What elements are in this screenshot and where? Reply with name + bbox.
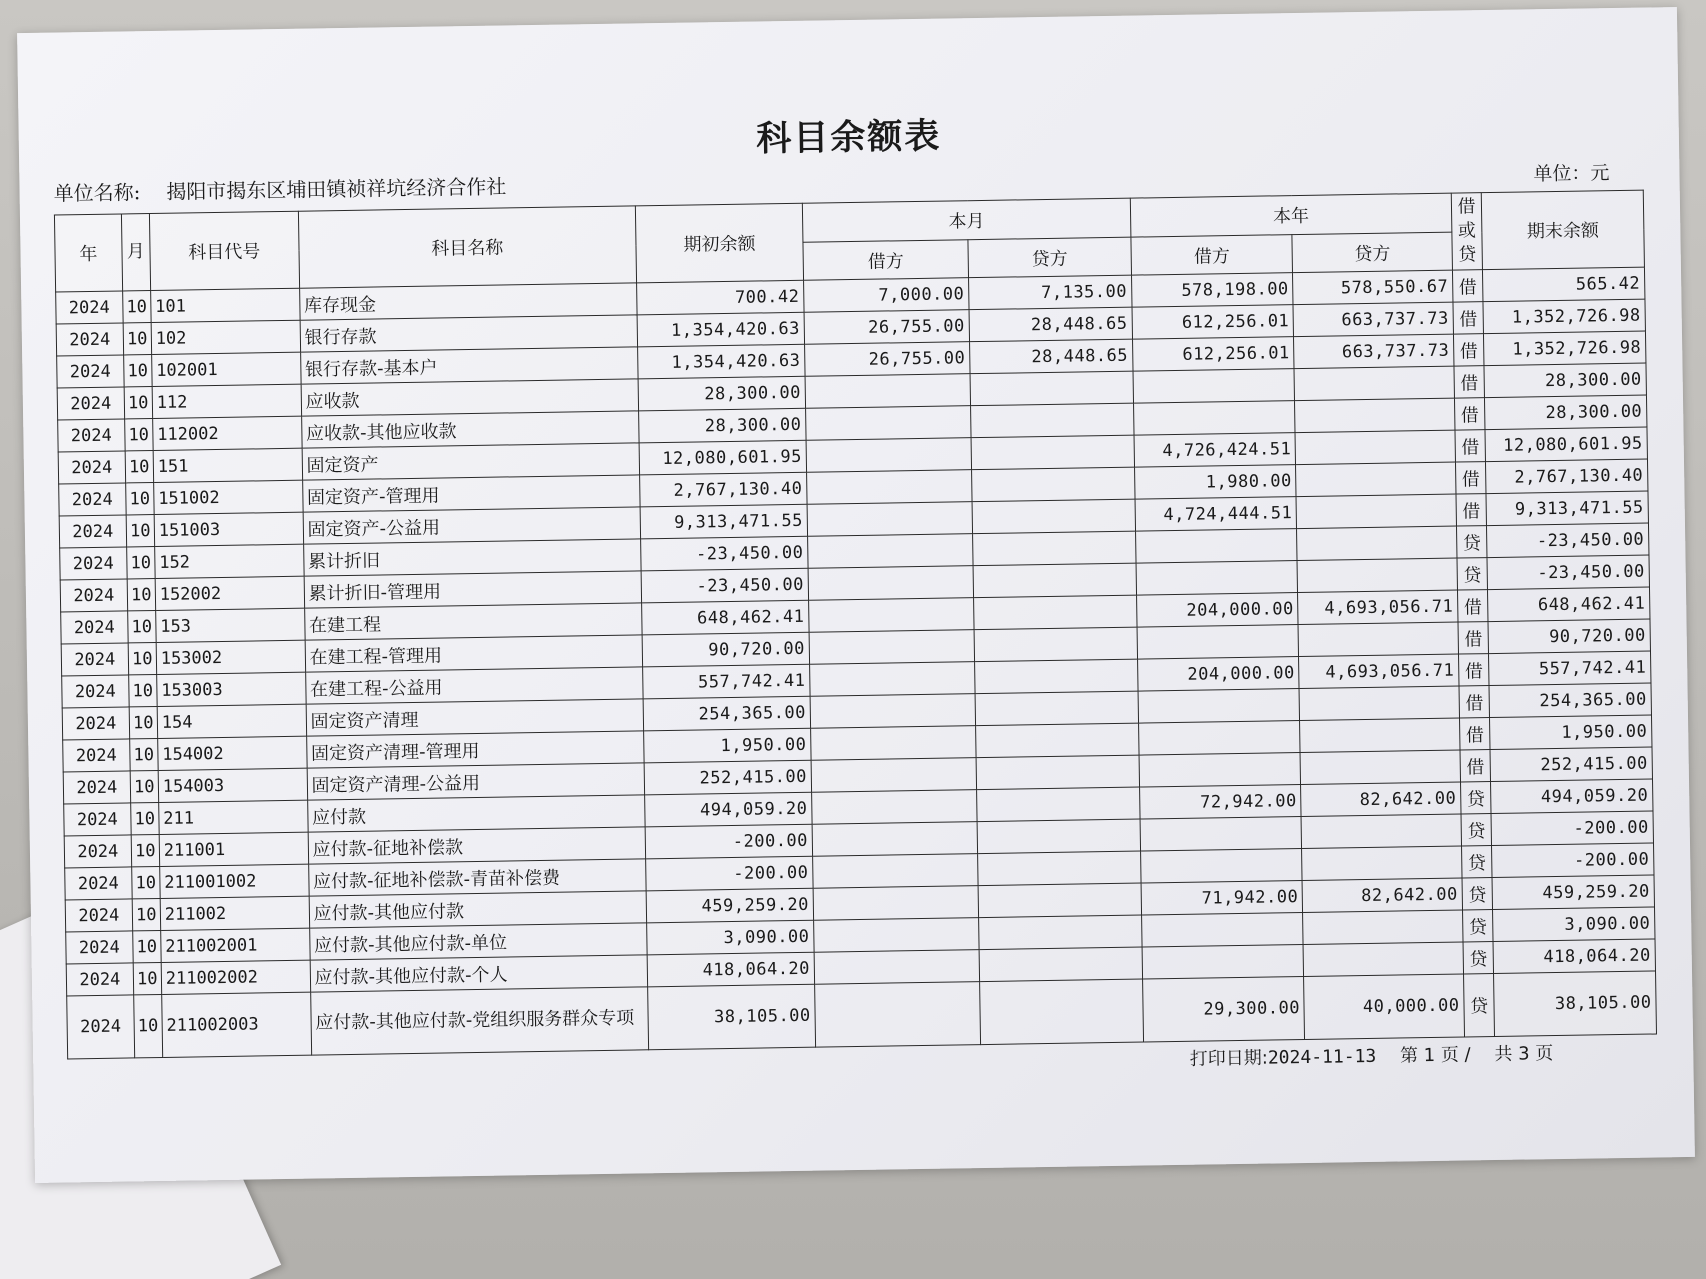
cell-year-debit: 4,724,444.51 xyxy=(1135,497,1297,532)
cell-month-credit xyxy=(973,563,1136,598)
header-this-month: 本月 xyxy=(802,198,1130,242)
cell-year-credit xyxy=(1302,814,1462,849)
cell-month-credit xyxy=(979,947,1142,982)
cell-opening-balance: 3,090.00 xyxy=(647,920,815,955)
header-closing: 期末余额 xyxy=(1481,190,1644,270)
cell-year: 2024 xyxy=(66,963,133,996)
cell-month-credit xyxy=(975,659,1138,694)
cell-year-debit xyxy=(1140,817,1302,852)
cell-direction: 借 xyxy=(1454,366,1485,398)
cell-month: 10 xyxy=(131,834,160,866)
cell-opening-balance: 459,259.20 xyxy=(646,888,814,923)
cell-year: 2024 xyxy=(62,675,129,708)
cell-month: 10 xyxy=(133,962,162,994)
cell-direction: 贷 xyxy=(1457,558,1488,590)
cell-account-name: 在建工程-管理用 xyxy=(305,635,643,672)
cell-closing-balance: -200.00 xyxy=(1492,843,1654,878)
cell-month-debit xyxy=(807,470,972,505)
cell-month-credit xyxy=(974,627,1137,662)
cell-year-credit: 4,693,056.71 xyxy=(1299,654,1459,689)
header-month-credit: 贷方 xyxy=(968,237,1131,278)
cell-direction: 借 xyxy=(1459,654,1490,686)
print-footer xyxy=(1172,1039,1554,1071)
cell-year: 2024 xyxy=(64,803,131,836)
cell-year-credit: 82,642.00 xyxy=(1303,878,1463,913)
cell-month: 10 xyxy=(130,770,159,802)
cell-closing-balance: 3,090.00 xyxy=(1493,907,1655,942)
cell-month-credit xyxy=(978,851,1141,886)
cell-year-credit xyxy=(1302,846,1462,881)
cell-year: 2024 xyxy=(57,355,124,388)
cell-year-credit xyxy=(1300,718,1460,753)
cell-year-debit: 71,942.00 xyxy=(1141,881,1303,916)
cell-year-debit xyxy=(1140,849,1302,884)
cell-year-debit: 29,300.00 xyxy=(1142,977,1305,1043)
header-year-credit: 贷方 xyxy=(1292,232,1452,273)
cell-opening-balance: 418,064.20 xyxy=(647,952,815,987)
cell-account-name: 固定资产-公益用 xyxy=(303,507,641,544)
cell-code: 211001002 xyxy=(160,864,309,898)
header-name: 科目名称 xyxy=(298,206,637,288)
cell-year: 2024 xyxy=(66,931,133,964)
cell-direction: 借 xyxy=(1453,334,1484,366)
cell-year-credit: 82,642.00 xyxy=(1301,782,1461,817)
cell-year: 2024 xyxy=(62,707,129,740)
cell-year-debit xyxy=(1133,401,1295,436)
cell-month: 10 xyxy=(127,611,156,643)
cell-month-credit xyxy=(977,819,1140,854)
cell-direction: 贷 xyxy=(1461,814,1492,846)
cell-month-debit: 26,755.00 xyxy=(805,342,970,377)
cell-month-debit xyxy=(812,790,977,825)
account-balance-table xyxy=(54,190,1657,1060)
cell-direction: 借 xyxy=(1455,462,1486,494)
cell-year: 2024 xyxy=(61,611,128,644)
cell-year: 2024 xyxy=(65,867,132,900)
cell-year-debit xyxy=(1137,625,1299,660)
cell-account-name: 银行存款 xyxy=(300,315,638,352)
cell-opening-balance: 648,462.41 xyxy=(642,600,810,635)
cell-year-credit xyxy=(1303,910,1463,945)
cell-month: 10 xyxy=(134,994,163,1057)
cell-year-credit xyxy=(1300,750,1460,785)
cell-closing-balance: 12,080,601.95 xyxy=(1485,427,1647,462)
header-month: 月 xyxy=(121,214,150,291)
cell-closing-balance: -200.00 xyxy=(1491,811,1653,846)
cell-month: 10 xyxy=(127,579,156,611)
cell-year: 2024 xyxy=(58,419,125,452)
header-year-debit: 借方 xyxy=(1131,235,1293,276)
cell-month-debit xyxy=(809,630,974,665)
cell-opening-balance: -23,450.00 xyxy=(641,568,809,603)
cell-closing-balance: 90,720.00 xyxy=(1488,619,1650,654)
cell-month-debit xyxy=(815,982,981,1048)
cell-direction: 贷 xyxy=(1462,878,1493,910)
cell-code: 211002 xyxy=(160,896,309,930)
cell-closing-balance: 38,105.00 xyxy=(1494,971,1657,1037)
cell-code: 211002001 xyxy=(161,928,310,962)
cell-code: 102001 xyxy=(151,352,300,386)
cell-opening-balance: 2,767,130.40 xyxy=(640,472,808,507)
cell-opening-balance: 12,080,601.95 xyxy=(639,440,807,475)
cell-month-debit xyxy=(809,598,974,633)
cell-year-credit xyxy=(1297,526,1457,561)
cell-account-name: 库存现金 xyxy=(299,283,637,320)
cell-direction: 借 xyxy=(1454,398,1485,430)
cell-month-debit xyxy=(808,566,973,601)
cell-closing-balance: 1,352,726.98 xyxy=(1483,299,1645,334)
cell-month: 10 xyxy=(123,355,152,387)
cell-year: 2024 xyxy=(67,995,135,1059)
cell-month-credit xyxy=(976,723,1139,758)
cell-year-debit: 1,980.00 xyxy=(1134,465,1296,500)
cell-direction: 借 xyxy=(1456,494,1487,526)
cell-opening-balance: 252,415.00 xyxy=(644,760,812,795)
cell-direction: 贷 xyxy=(1462,846,1493,878)
cell-month-debit: 7,000.00 xyxy=(804,278,969,313)
cell-year-credit xyxy=(1296,494,1456,529)
cell-code: 211 xyxy=(159,800,308,834)
cell-closing-balance: 459,259.20 xyxy=(1492,875,1654,910)
cell-account-name: 累计折旧 xyxy=(303,539,641,576)
header-month-debit: 借方 xyxy=(803,240,968,281)
cell-direction: 借 xyxy=(1458,622,1489,654)
cell-opening-balance: -200.00 xyxy=(645,824,813,859)
cell-account-name: 累计折旧-管理用 xyxy=(304,571,642,608)
cell-closing-balance: 1,950.00 xyxy=(1490,715,1652,750)
cell-month: 10 xyxy=(126,547,155,579)
cell-code: 102 xyxy=(151,320,300,354)
cell-year-debit: 578,198.00 xyxy=(1131,273,1293,308)
cell-month: 10 xyxy=(133,930,162,962)
print-date: 2024-11-13 xyxy=(1267,1045,1377,1069)
cell-month-debit xyxy=(807,502,972,537)
cell-year: 2024 xyxy=(61,643,128,676)
cell-direction: 借 xyxy=(1457,590,1488,622)
cell-account-name: 在建工程-公益用 xyxy=(305,667,643,704)
cell-year: 2024 xyxy=(60,547,127,580)
cell-opening-balance: 700.42 xyxy=(637,280,805,315)
table-body xyxy=(56,267,1657,1059)
page-total: 共 3 页 xyxy=(1494,1043,1554,1066)
cell-month: 10 xyxy=(129,706,158,738)
cell-month-credit xyxy=(971,403,1134,438)
cell-month-debit xyxy=(805,374,970,409)
cell-account-name: 固定资产 xyxy=(302,443,640,480)
header-direction: 借或贷 xyxy=(1451,193,1482,270)
cell-account-name: 应付款-其他应付款-单位 xyxy=(309,923,647,960)
cell-opening-balance: 1,354,420.63 xyxy=(638,344,806,379)
cell-opening-balance: 254,365.00 xyxy=(643,696,811,731)
unit-name-label: 单位名称: xyxy=(53,180,141,206)
cell-direction: 贷 xyxy=(1463,942,1494,974)
cell-year-credit xyxy=(1298,622,1458,657)
cell-code: 112 xyxy=(152,384,301,418)
cell-closing-balance: -23,450.00 xyxy=(1487,555,1649,590)
cell-code: 211002002 xyxy=(161,960,310,994)
header-code: 科目代号 xyxy=(149,211,299,290)
cell-closing-balance: -23,450.00 xyxy=(1487,523,1649,558)
print-date-label: 打印日期: xyxy=(1189,1047,1269,1070)
cell-code: 153003 xyxy=(157,672,306,706)
cell-code: 152 xyxy=(154,544,303,578)
cell-month-credit: 7,135.00 xyxy=(969,275,1132,310)
cell-account-name: 固定资产清理-管理用 xyxy=(306,731,644,768)
cell-code: 112002 xyxy=(152,416,301,450)
cell-year-credit: 4,693,056.71 xyxy=(1298,590,1458,625)
cell-closing-balance: 418,064.20 xyxy=(1493,939,1655,974)
cell-account-name: 应付款 xyxy=(307,795,645,832)
cell-year-debit: 72,942.00 xyxy=(1139,785,1301,820)
cell-year-debit: 204,000.00 xyxy=(1137,657,1299,692)
cell-year-debit xyxy=(1141,913,1303,948)
cell-year-credit xyxy=(1296,462,1456,497)
cell-month: 10 xyxy=(124,387,153,419)
cell-code: 101 xyxy=(150,288,299,322)
cell-year: 2024 xyxy=(59,515,126,548)
cell-month: 10 xyxy=(123,323,152,355)
cell-closing-balance: 9,313,471.55 xyxy=(1486,491,1648,526)
cell-code: 153 xyxy=(156,608,305,642)
currency-unit: 单位：元 xyxy=(1533,162,1610,186)
cell-closing-balance: 494,059.20 xyxy=(1491,779,1653,814)
cell-year-debit: 612,256.01 xyxy=(1132,337,1294,372)
cell-year: 2024 xyxy=(65,899,132,932)
page-number: 第 1 页 / xyxy=(1399,1044,1471,1067)
cell-month-credit xyxy=(976,755,1139,790)
cell-month: 10 xyxy=(132,866,161,898)
cell-account-name: 应付款-其他应付款-党组织服务群众专项 xyxy=(310,987,648,1055)
cell-year-debit xyxy=(1139,753,1301,788)
cell-opening-balance: 9,313,471.55 xyxy=(640,504,808,539)
cell-year-debit xyxy=(1138,689,1300,724)
cell-account-name: 固定资产清理-公益用 xyxy=(307,763,645,800)
cell-year-credit xyxy=(1304,942,1464,977)
cell-opening-balance: 90,720.00 xyxy=(642,632,810,667)
header-year: 年 xyxy=(54,214,122,292)
cell-code: 151 xyxy=(153,448,302,482)
document-title: 科目余额表 xyxy=(755,115,942,160)
cell-closing-balance: 254,365.00 xyxy=(1489,683,1651,718)
cell-month: 10 xyxy=(128,674,157,706)
cell-code: 211001 xyxy=(159,832,308,866)
cell-closing-balance: 252,415.00 xyxy=(1490,747,1652,782)
cell-month: 10 xyxy=(124,419,153,451)
cell-month-debit xyxy=(813,886,978,921)
cell-opening-balance: 28,300.00 xyxy=(638,376,806,411)
cell-code: 154002 xyxy=(158,736,307,770)
cell-month: 10 xyxy=(125,483,154,515)
cell-direction: 贷 xyxy=(1464,974,1495,1037)
cell-direction: 贷 xyxy=(1461,782,1492,814)
cell-account-name: 在建工程 xyxy=(304,603,642,640)
cell-year-debit xyxy=(1133,369,1295,404)
cell-direction: 借 xyxy=(1460,718,1491,750)
cell-month-debit xyxy=(814,918,979,953)
cell-year-debit xyxy=(1135,529,1297,564)
cell-month-debit xyxy=(811,758,976,793)
cell-month: 10 xyxy=(128,643,157,675)
cell-year-credit: 578,550.67 xyxy=(1293,270,1453,305)
cell-year-debit xyxy=(1136,561,1298,596)
cell-year-debit: 612,256.01 xyxy=(1132,305,1294,340)
cell-account-name: 应付款-其他应付款 xyxy=(309,891,647,928)
cell-code: 154 xyxy=(157,704,306,738)
cell-year: 2024 xyxy=(60,579,127,612)
cell-closing-balance: 1,352,726.98 xyxy=(1484,331,1646,366)
cell-code: 153002 xyxy=(156,640,305,674)
cell-year-credit: 40,000.00 xyxy=(1304,974,1465,1039)
cell-account-name: 应收款-其他应收款 xyxy=(301,411,639,448)
cell-month-credit xyxy=(972,467,1135,502)
cell-year-credit xyxy=(1294,366,1454,401)
cell-opening-balance: 1,950.00 xyxy=(644,728,812,763)
cell-direction: 借 xyxy=(1452,270,1483,302)
cell-month-credit xyxy=(977,787,1140,822)
cell-account-name: 应付款-征地补偿款 xyxy=(308,827,646,864)
cell-direction: 借 xyxy=(1459,686,1490,718)
cell-year-credit: 663,737.73 xyxy=(1293,302,1453,337)
cell-month: 10 xyxy=(132,898,161,930)
cell-month-debit xyxy=(811,726,976,761)
cell-closing-balance: 2,767,130.40 xyxy=(1486,459,1648,494)
cell-year-credit: 663,737.73 xyxy=(1294,334,1454,369)
cell-month-credit xyxy=(980,979,1144,1045)
cell-month-credit xyxy=(979,915,1142,950)
cell-code: 211002003 xyxy=(162,992,312,1057)
cell-month-debit xyxy=(806,438,971,473)
cell-month: 10 xyxy=(129,738,158,770)
cell-opening-balance: 1,354,420.63 xyxy=(637,312,805,347)
cell-month-debit xyxy=(806,406,971,441)
cell-month-debit xyxy=(812,822,977,857)
cell-month-credit xyxy=(970,371,1133,406)
cell-month-debit xyxy=(810,662,975,697)
cell-direction: 借 xyxy=(1455,430,1486,462)
cell-account-name: 固定资产清理 xyxy=(306,699,644,736)
cell-direction: 借 xyxy=(1453,302,1484,334)
cell-month-credit xyxy=(973,531,1136,566)
cell-opening-balance: 28,300.00 xyxy=(639,408,807,443)
cell-closing-balance: 565.42 xyxy=(1483,267,1645,302)
cell-year-debit: 204,000.00 xyxy=(1136,593,1298,628)
cell-month-credit xyxy=(972,499,1135,534)
cell-year-debit xyxy=(1138,721,1300,756)
cell-month: 10 xyxy=(131,802,160,834)
cell-month-credit xyxy=(975,691,1138,726)
cell-closing-balance: 28,300.00 xyxy=(1484,363,1646,398)
cell-direction: 贷 xyxy=(1463,910,1494,942)
cell-year: 2024 xyxy=(63,771,130,804)
cell-month: 10 xyxy=(125,451,154,483)
cell-account-name: 应付款-征地补偿款-青苗补偿费 xyxy=(308,859,646,896)
cell-account-name: 应付款-其他应付款-个人 xyxy=(310,955,648,992)
cell-year: 2024 xyxy=(64,835,131,868)
cell-month-credit xyxy=(974,595,1137,630)
cell-month: 10 xyxy=(122,291,151,323)
unit-name: 揭阳市揭东区埔田镇祯祥坑经济合作社 xyxy=(166,174,507,204)
cell-year-debit: 4,726,424.51 xyxy=(1134,433,1296,468)
cell-month-debit xyxy=(810,694,975,729)
cell-direction: 借 xyxy=(1460,750,1491,782)
cell-year: 2024 xyxy=(56,323,123,356)
cell-year-credit xyxy=(1299,686,1459,721)
cell-code: 152002 xyxy=(155,576,304,610)
cell-year: 2024 xyxy=(63,739,130,772)
unit-name-line xyxy=(53,170,506,206)
cell-account-name: 应收款 xyxy=(301,379,639,416)
cell-opening-balance: -23,450.00 xyxy=(641,536,809,571)
cell-closing-balance: 557,742.41 xyxy=(1489,651,1651,686)
cell-opening-balance: 494,059.20 xyxy=(645,792,813,827)
cell-code: 151003 xyxy=(154,512,303,546)
cell-month-debit xyxy=(813,854,978,889)
cell-year: 2024 xyxy=(56,291,123,324)
cell-year: 2024 xyxy=(57,387,124,420)
document-sheet xyxy=(17,7,1695,1183)
cell-year: 2024 xyxy=(58,451,125,484)
cell-opening-balance: -200.00 xyxy=(646,856,814,891)
cell-month: 10 xyxy=(126,515,155,547)
cell-month-credit xyxy=(978,883,1141,918)
header-this-year: 本年 xyxy=(1130,193,1452,237)
cell-month-credit: 28,448.65 xyxy=(970,339,1133,374)
cell-code: 154003 xyxy=(158,768,307,802)
cell-year-credit xyxy=(1297,558,1457,593)
cell-year: 2024 xyxy=(59,483,126,516)
cell-opening-balance: 38,105.00 xyxy=(648,984,816,1050)
cell-month-credit: 28,448.65 xyxy=(969,307,1132,342)
cell-opening-balance: 557,742.41 xyxy=(643,664,811,699)
cell-account-name: 固定资产-管理用 xyxy=(302,475,640,512)
cell-direction: 贷 xyxy=(1456,526,1487,558)
cell-year-debit xyxy=(1142,945,1304,980)
cell-year-credit xyxy=(1295,398,1455,433)
cell-month-debit: 26,755.00 xyxy=(804,310,969,345)
cell-year-credit xyxy=(1295,430,1455,465)
cell-month-debit xyxy=(814,950,979,985)
cell-month-credit xyxy=(971,435,1134,470)
cell-account-name: 银行存款-基本户 xyxy=(300,347,638,384)
cell-code: 151002 xyxy=(153,480,302,514)
header-opening: 期初余额 xyxy=(635,203,803,283)
cell-closing-balance: 28,300.00 xyxy=(1485,395,1647,430)
cell-month-debit xyxy=(808,534,973,569)
cell-closing-balance: 648,462.41 xyxy=(1488,587,1650,622)
